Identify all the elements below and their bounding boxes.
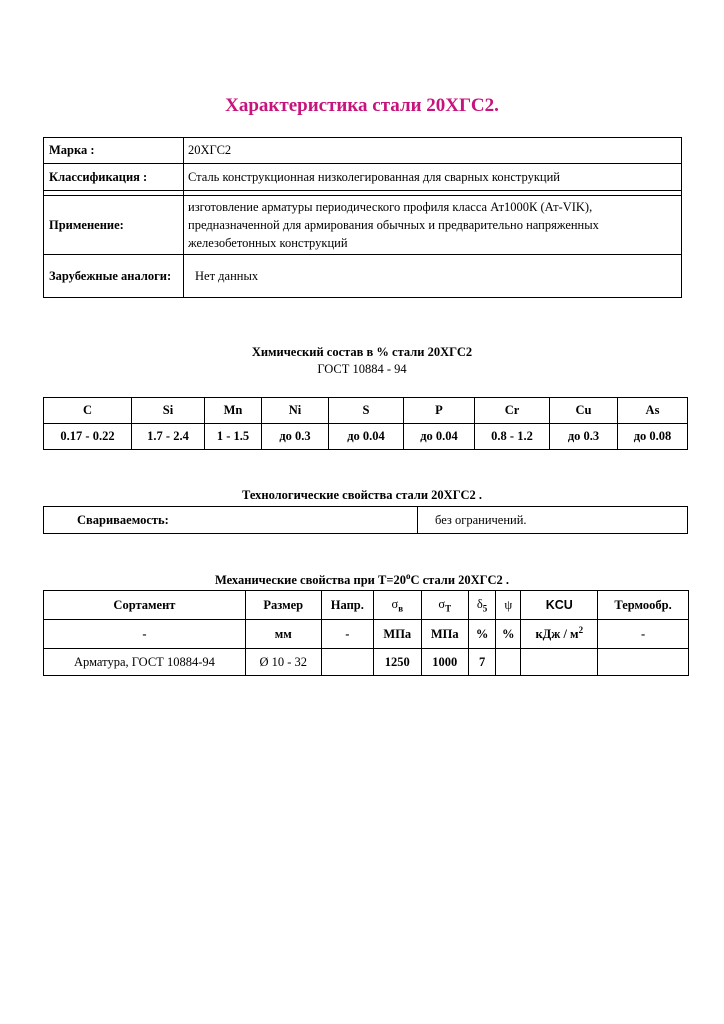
steel-info-table bbox=[43, 137, 682, 298]
mechanical-caption-pre: Механические свойства при Т=20 bbox=[214, 573, 406, 588]
unit-cell: - bbox=[598, 620, 689, 649]
psi-symbol: ψ bbox=[504, 597, 513, 612]
sigma-t-sub: T bbox=[445, 603, 452, 614]
kcu-unit: кДж / м bbox=[535, 627, 579, 642]
application-value: изготовление арматуры периодического профиля класса Ат1000К (Ат-VIK), предназначенной для армирования обычных и предварительно напряженных железобетонных конструкций bbox=[184, 196, 682, 255]
weldability-value: без ограничений. bbox=[418, 507, 688, 534]
heat-treatment-header: Термообр. bbox=[598, 591, 689, 620]
size-header: Размер bbox=[245, 591, 321, 620]
unit-cell: МПа bbox=[421, 620, 468, 649]
element-value: 0.17 - 0.22 bbox=[44, 424, 132, 450]
delta-sub: 5 bbox=[482, 603, 488, 614]
classification-value: Сталь конструкционная низколегированная для сварных конструкций bbox=[184, 164, 682, 191]
element-header: P bbox=[404, 398, 475, 424]
classification-label: Классификация : bbox=[44, 164, 184, 191]
technology-table bbox=[43, 506, 688, 534]
mechanical-caption-post: С стали 20ХГС2 . bbox=[410, 573, 509, 588]
chemistry-standard: ГОСТ 10884 - 94 bbox=[317, 362, 407, 376]
technology-caption: Технологические свойства стали 20ХГС2 . bbox=[241, 488, 483, 502]
element-header: As bbox=[618, 398, 688, 424]
element-value: 0.8 - 1.2 bbox=[475, 424, 550, 450]
page-title: Характеристика стали 20ХГС2. bbox=[225, 95, 499, 116]
element-value: до 0.3 bbox=[550, 424, 618, 450]
sigma-symbol: σ bbox=[438, 596, 446, 611]
element-value: 1 - 1.5 bbox=[205, 424, 262, 450]
element-header: Ni bbox=[262, 398, 329, 424]
element-value: до 0.04 bbox=[329, 424, 404, 450]
sigma-symbol: σ bbox=[391, 596, 399, 611]
element-header: C bbox=[44, 398, 132, 424]
psi-header bbox=[496, 591, 521, 620]
element-header: Cu bbox=[550, 398, 618, 424]
element-value: до 0.08 bbox=[618, 424, 688, 450]
kcu-value bbox=[521, 649, 598, 676]
delta-header bbox=[468, 591, 495, 620]
degree-sup: o bbox=[405, 571, 411, 581]
grade-value: 20ХГС2 bbox=[184, 138, 682, 164]
kcu-header: KCU bbox=[521, 591, 598, 620]
sigma-b-sub: в bbox=[398, 603, 404, 614]
sigma-b-header bbox=[374, 591, 421, 620]
foreign-analogs-label: Зарубежные аналоги: bbox=[44, 255, 184, 298]
delta-symbol: δ bbox=[476, 596, 483, 611]
element-value: до 0.04 bbox=[404, 424, 475, 450]
mechanical-caption bbox=[0, 571, 724, 588]
sortament-header: Сортамент bbox=[44, 591, 246, 620]
mechanical-table bbox=[43, 590, 689, 676]
unit-cell: - bbox=[44, 620, 246, 649]
direction-value bbox=[321, 649, 373, 676]
weldability-label: Свариваемость: bbox=[44, 507, 418, 534]
unit-cell: % bbox=[496, 620, 521, 649]
application-label: Применение: bbox=[44, 196, 184, 255]
size-value: Ø 10 - 32 bbox=[245, 649, 321, 676]
sigma-b-value: 1250 bbox=[374, 649, 421, 676]
chemistry-table bbox=[43, 397, 688, 450]
heat-treatment-value bbox=[598, 649, 689, 676]
sigma-t-header bbox=[421, 591, 468, 620]
foreign-analogs-value: Нет данных bbox=[184, 255, 682, 298]
kcu-unit-sup: 2 bbox=[578, 625, 584, 636]
chemistry-caption: Химический состав в % стали 20ХГС2 bbox=[251, 345, 473, 359]
unit-cell bbox=[521, 620, 598, 649]
sortament-value: Арматура, ГОСТ 10884-94 bbox=[44, 649, 246, 676]
unit-cell: - bbox=[321, 620, 373, 649]
element-value: 1.7 - 2.4 bbox=[132, 424, 205, 450]
element-header: Cr bbox=[475, 398, 550, 424]
delta-value: 7 bbox=[468, 649, 495, 676]
unit-cell: % bbox=[468, 620, 495, 649]
element-header: S bbox=[329, 398, 404, 424]
sigma-t-value: 1000 bbox=[421, 649, 468, 676]
element-value: до 0.3 bbox=[262, 424, 329, 450]
unit-cell: МПа bbox=[374, 620, 421, 649]
element-header: Si bbox=[132, 398, 205, 424]
psi-value bbox=[496, 649, 521, 676]
element-header: Mn bbox=[205, 398, 262, 424]
unit-cell: мм bbox=[245, 620, 321, 649]
direction-header: Напр. bbox=[321, 591, 373, 620]
grade-label: Марка : bbox=[44, 138, 184, 164]
